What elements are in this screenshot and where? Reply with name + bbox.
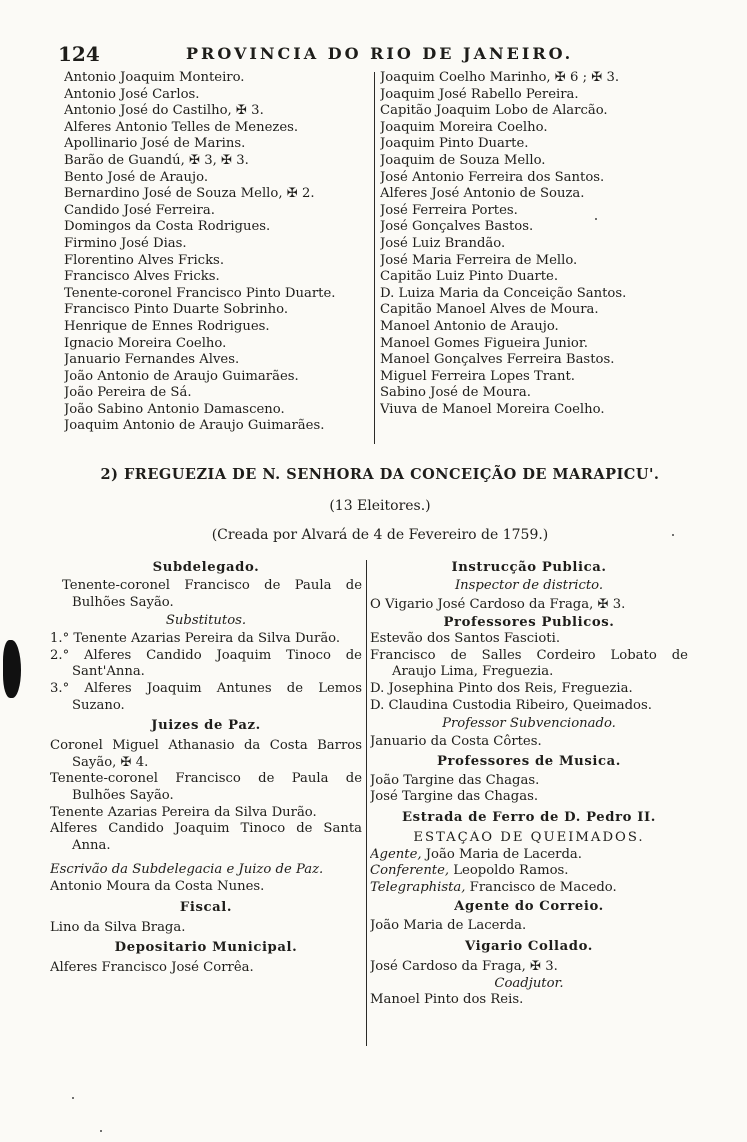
vigario-heading: Vigario Collado. <box>465 938 593 954</box>
elector-entry: José Maria Ferreira de Mello. <box>380 252 578 268</box>
elector-entry: D. Luiza Maria da Conceição Santos. <box>380 285 627 301</box>
elector-entry: Januario Fernandes Alves. <box>64 352 240 368</box>
elector-entry: Manoel Gonçalves Ferreira Bastos. <box>380 352 615 368</box>
telegraphista-label: Telegraphista, <box>370 879 466 895</box>
subdelegado-heading: Subdelegado. <box>152 560 260 575</box>
conferente-name: Leopoldo Ramos. <box>449 863 569 879</box>
ink-blot <box>3 640 21 698</box>
elector-entry: Antonio José do Castilho, ✠ 3. <box>64 103 264 119</box>
professor-entry-cont: Araujo Lima, Freguezia. <box>392 664 554 680</box>
juizes-heading: Juizes de Paz. <box>151 718 261 734</box>
speck <box>672 534 674 536</box>
elector-entry: Joaquim Coelho Marinho, ✠ 6 ; ✠ 3. <box>380 70 620 85</box>
page-header <box>58 42 688 66</box>
depositario-name: Alferes Francisco José Corrêa. <box>50 960 254 976</box>
elector-entry: Domingos da Costa Rodrigues. <box>64 219 271 235</box>
elector-entry: Antonio Joaquim Monteiro. <box>64 70 245 85</box>
elector-entry: José Luiz Brandão. <box>380 235 506 251</box>
conferente-label: Conferente, <box>370 863 450 879</box>
elector-entry: Tenente-coronel Francisco Pinto Duarte. <box>64 285 336 301</box>
elector-entry: Alferes Antonio Telles de Menezes. <box>64 119 299 135</box>
juiz-entry-cont: Sayão, ✠ 4. <box>72 754 149 770</box>
elector-entry: Joaquim José Rabello Pereira. <box>380 86 579 102</box>
elector-entry: José Antonio Ferreira dos Santos. <box>380 169 605 185</box>
substituto-entry: 3.° Alferes Joaquim Antunes de Lemos <box>50 680 362 696</box>
professor-entry: D. Josephina Pinto dos Reis, Freguezia. <box>370 680 633 696</box>
column-divider <box>374 72 375 444</box>
escrivao-heading: Escrivão da Subdelegacia e Juizo de Paz. <box>50 862 324 878</box>
telegraphista-name: Francisco de Macedo. <box>465 879 617 895</box>
elector-entry: José Ferreira Portes. <box>380 202 518 218</box>
musica-entry: João Targine das Chagas. <box>370 772 540 788</box>
elector-entry: Henrique de Ennes Rodrigues. <box>64 318 270 334</box>
elector-entry: Capitão Manoel Alves de Moura. <box>380 302 599 318</box>
fiscal-name: Lino da Silva Braga. <box>50 919 186 935</box>
substituto-entry-cont: Sant'Anna. <box>72 664 145 680</box>
electors-left-column <box>64 70 369 435</box>
fiscal-heading: Fiscal. <box>179 899 233 915</box>
running-title: PROVINCIA DO RIO DE JANEIRO. <box>186 44 574 63</box>
juiz-entry: Coronel Miguel Athanasio da Costa Barros <box>50 738 362 754</box>
speck <box>72 1097 74 1099</box>
elector-entry: Joaquim Antonio de Araujo Guimarães. <box>64 418 325 434</box>
elector-entry: Ignacio Moreira Coelho. <box>64 335 227 351</box>
subdelegado-name-cont: Bulhões Sayão. <box>72 594 174 610</box>
inspector-heading: Inspector de districto. <box>454 578 604 593</box>
elector-entry: Joaquim Moreira Coelho. <box>380 119 548 135</box>
correio-name: João Maria de Lacerda. <box>370 918 527 934</box>
elector-entry: Joaquim de Souza Mello. <box>380 152 546 168</box>
vigario-name: José Cardoso da Fraga, ✠ 3. <box>370 958 558 974</box>
correio-heading: Agente do Correio. <box>454 899 604 915</box>
agente-name: João Maria de Lacerda. <box>421 846 582 862</box>
professores-heading: Professores Publicos. <box>443 614 615 630</box>
elector-entry: Francisco Alves Fricks. <box>64 269 220 285</box>
elector-entry: Alferes José Antonio de Souza. <box>380 186 585 202</box>
elector-entry: Bento José de Araujo. <box>64 169 209 185</box>
professor-entry: Francisco de Salles Cordeiro Lobato de <box>370 647 688 663</box>
column-divider <box>366 560 367 1046</box>
elector-entry: José Gonçalves Bastos. <box>380 219 534 235</box>
elector-entry: Joaquim Pinto Duarte. <box>380 136 529 152</box>
elector-entry: Apollinario José de Marins. <box>64 136 246 152</box>
estrada-heading: Estrada de Ferro de D. Pedro II. <box>402 809 656 825</box>
creation-note: (Creada por Alvará de 4 de Fevereiro de 1759.) <box>211 527 549 543</box>
elector-entry: Sabino José de Moura. <box>380 385 531 401</box>
elector-entry: Miguel Ferreira Lopes Trant. <box>380 368 575 384</box>
speck <box>100 1130 102 1132</box>
elector-entry: Bernardino José de Souza Mello, ✠ 2. <box>64 186 315 202</box>
juiz-entry: Alferes Candido Joaquim Tinoco de Santa <box>50 821 362 837</box>
inspector-name: O Vigario José Cardoso da Fraga, ✠ 3. <box>370 596 626 612</box>
substitutos-heading: Substitutos. <box>165 613 247 629</box>
section-title: 2) FREGUEZIA DE N. SENHORA DA CONCEIÇÃO DE MARAPICU'. <box>100 466 660 483</box>
electors-count: (13 Eleitores.) <box>329 498 431 514</box>
page-number: 124 <box>58 42 100 66</box>
instrucao-heading: Instrucção Publica. <box>451 560 607 575</box>
elector-entry: João Pereira de Sá. <box>64 385 192 401</box>
juiz-entry: Tenente Azarias Pereira da Silva Durão. <box>50 804 317 820</box>
telegraphista-line <box>370 880 688 897</box>
officials-right-column <box>370 558 688 1009</box>
speck <box>595 218 597 220</box>
juiz-entry-cont: Bulhões Sayão. <box>72 787 174 803</box>
subdelegado-name: Tenente-coronel Francisco de Paula de <box>62 578 362 593</box>
coadjutor-name: Manoel Pinto dos Reis. <box>370 992 524 1008</box>
subvencionado-heading: Professor Subvencionado. <box>442 716 616 732</box>
officials-left-column <box>50 558 362 977</box>
musica-entry: José Targine das Chagas. <box>370 789 539 805</box>
subvencionado-name: Januario da Costa Côrtes. <box>370 734 542 750</box>
elector-entry: Capitão Joaquim Lobo de Alarcão. <box>380 103 608 119</box>
elector-entry: Capitão Luiz Pinto Duarte. <box>380 269 559 285</box>
juiz-entry: Tenente-coronel Francisco de Paula de <box>50 771 362 787</box>
elector-entry: João Sabino Antonio Damasceno. <box>64 401 285 417</box>
elector-entry: Antonio José Carlos. <box>64 86 200 102</box>
conferente-line <box>370 863 688 880</box>
elector-entry: Manoel Antonio de Araujo. <box>380 318 559 334</box>
professor-entry: D. Claudina Custodia Ribeiro, Queimados. <box>370 697 652 713</box>
agente-line <box>370 847 688 864</box>
elector-entry: Barão de Guandú, ✠ 3, ✠ 3. <box>64 152 249 168</box>
coadjutor-heading: Coadjutor. <box>494 975 564 991</box>
elector-entry: Francisco Pinto Duarte Sobrinho. <box>64 302 289 318</box>
elector-entry: Manoel Gomes Figueira Junior. <box>380 335 588 351</box>
substituto-entry: 1.° Tenente Azarias Pereira da Silva Durão. <box>50 631 341 647</box>
substituto-entry: 2.° Alferes Candido Joaquim Tinoco de <box>50 647 362 663</box>
elector-entry: Viuva de Manoel Moreira Coelho. <box>380 401 605 417</box>
elector-entry: Florentino Alves Fricks. <box>64 252 225 268</box>
professor-entry: Estevão dos Santos Fascioti. <box>370 631 561 647</box>
estacao-heading: ESTAÇÃO DE QUEIMADOS. <box>413 829 645 845</box>
elector-entry: João Antonio de Araujo Guimarães. <box>64 368 299 384</box>
juiz-entry-cont: Anna. <box>72 837 111 853</box>
musica-heading: Professores de Musica. <box>437 753 621 769</box>
substituto-entry-cont: Suzano. <box>72 697 125 713</box>
electors-right-column <box>380 70 680 418</box>
depositario-heading: Depositario Municipal. <box>114 940 298 956</box>
agente-label: Agente, <box>370 846 422 862</box>
elector-entry: Firmino José Dias. <box>64 235 187 251</box>
elector-entry: Candido José Ferreira. <box>64 202 215 218</box>
escrivao-name: Antonio Moura da Costa Nunes. <box>50 878 265 894</box>
